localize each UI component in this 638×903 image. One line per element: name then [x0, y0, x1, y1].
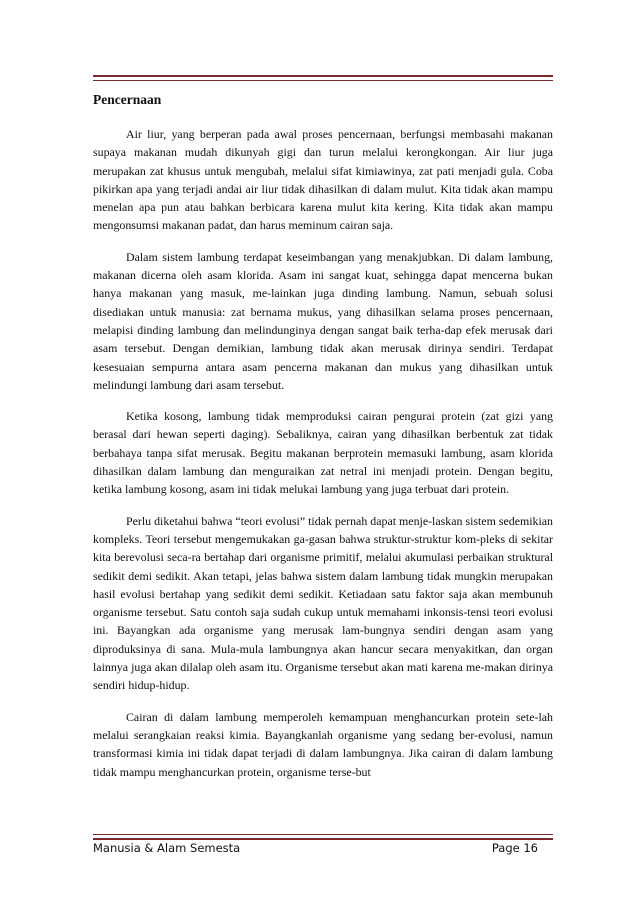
paragraph-3: Ketika kosong, lambung tidak memproduksi cairan pengurai protein (zat gizi yang berasal dari hewan seperti daging). Sebaliknya, cairan yang dihasilkan berbentuk zat tidak berbahaya tanpa sifat merusak. Begitu makanan berprotein memasuki lambung, asam klorida dihasilkan dalam lambung dan menguraikan zat netral ini menjadi protein. Dengan begitu, ketika lambung kosong, asam ini tidak melukai lambung yang juga terbuat dari protein.	[93, 409, 553, 497]
footer-page-number: Page 16	[491, 841, 538, 855]
header-rule	[93, 75, 553, 77]
footer-rule	[93, 838, 553, 840]
footer-book-title: Manusia & Alam Semesta	[93, 841, 241, 855]
paragraph-4: Perlu diketahui bahwa “teori evolusi” tidak pernah dapat menje-laskan sistem sedemikian kompleks. Teori tersebut mengemukakan ga-gasan bahwa struktur-struktur kom-pleks di sekitar kita berevolusi seca-ra bertahap dari organisme primitif, melalui akumulasi perbaikan struktural sedikit demi sedikit. Akan tetapi, jelas bahwa sistem dalam lambung tidak mungkin merupakan hasil evolusi bertahap yang sedikit demi sedikit. Ketiadaan satu faktor saja akan membunuh organisme tersebut. Satu contoh saja sudah cukup untuk memahami inkonsis-tensi teori evolusi ini. Bayangkan ada organisme yang merusak lam-bungnya sendiri dengan asam yang diproduksinya di sana. Mula-mula lambungnya akan hancur secara menyakitkan, dan organ lainnya juga akan dilalap oleh asam itu. Organisme tersebut akan mati karena me-makan dirinya sendiri hidup-hidup.	[93, 513, 553, 693]
page-footer	[93, 841, 538, 855]
header-rule-thin	[93, 80, 553, 81]
paragraph-5: Cairan di dalam lambung memperoleh kemampuan menghancurkan protein sete-lah melalui serangkaian reaksi kimia. Bayangkanlah organisme yang sedang ber-evolusi, namun transformasi kimia ini tidak dapat terjadi di dalam lambungnya. Jika cairan di dalam lambung tidak mampu menghancurkan protein, organisme terse-but	[93, 709, 553, 779]
page-content	[93, 92, 553, 794]
footer-rule-thin	[93, 834, 553, 835]
paragraph-2: Dalam sistem lambung terdapat keseimbangan yang menakjubkan. Di dalam lambung, makanan dicerna oleh asam klorida. Asam ini sangat kuat, sehingga dapat mencerna bukan hanya makanan yang masuk, me-lainkan juga dinding lambung. Namun, sebuah solusi disediakan untuk manusia: zat bernama mukus, yang dihasilkan selama proses pencernaan, melapisi dinding lambung dan melindunginya dengan sangat baik terha-dap efek merusak dari asam tersebut. Dengan demikian, lambung tidak akan merusak dirinya sendiri. Terdapat kesesuaian sempurna antara asam pencerna makanan dan mukus yang dihasilkan untuk melindungi lambung dari asam tersebut.	[93, 249, 553, 392]
paragraph-1: Air liur, yang berperan pada awal proses pencernaan, berfungsi membasahi makanan supaya makanan mudah dikunyah gigi dan turun melalui kerongkongan. Air liur juga merupakan zat khusus untuk mengubah, melalui sifat kimiawinya, zat pati menjadi gula. Coba pikirkan apa yang terjadi andai air liur tidak dihasilkan di dalam mulut. Kita tidak akan mampu menelan apa pun atau bahkan berbicara karena mulut kita kering. Kita tidak akan mampu mengonsumsi makanan padat, dan harus meminum cairan saja.	[93, 127, 553, 233]
section-heading: Pencernaan	[93, 92, 162, 107]
